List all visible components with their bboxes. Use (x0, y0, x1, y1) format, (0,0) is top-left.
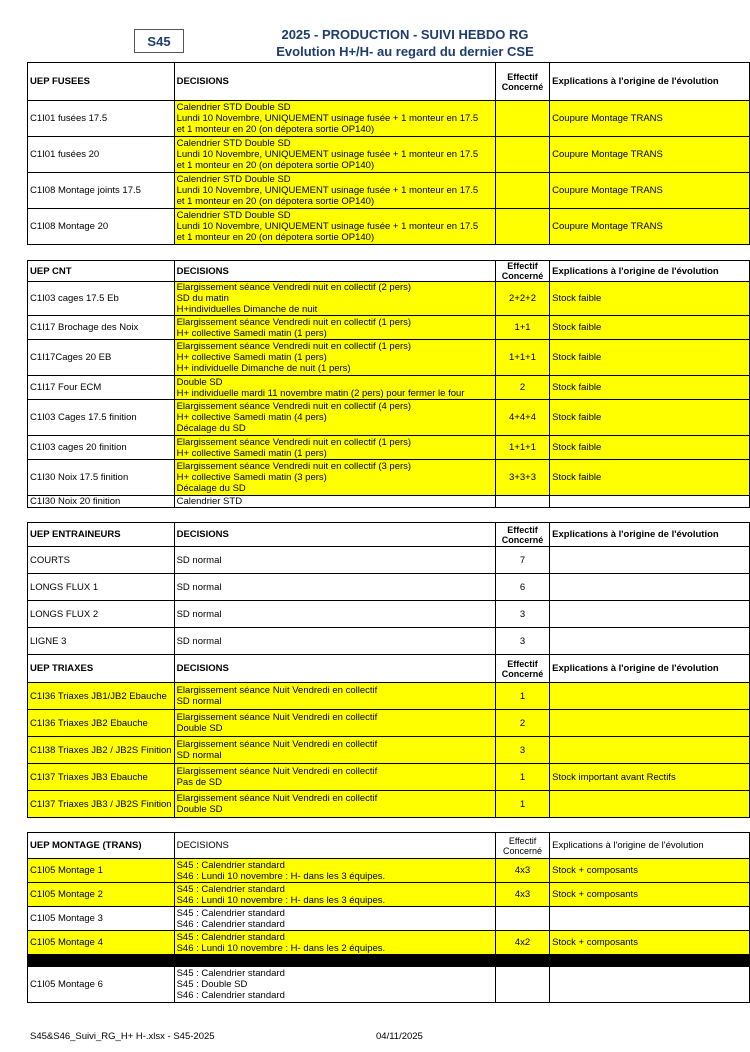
col-explications-header: Explications à l'origine de l'évolution (550, 655, 750, 683)
row-line: C1I01 fusées 20 (28, 137, 175, 173)
row-decisions: Elargissement séance Nuit Vendredi en collectif SD normal (174, 737, 495, 764)
row-effectif (495, 173, 549, 209)
section-title: UEP MONTAGE (TRANS) (28, 833, 175, 859)
section-uep-montage-trans-cont (27, 966, 750, 1003)
row-explication: Stock important avant Rectifs (550, 764, 750, 791)
row-effectif: 7 (495, 547, 549, 574)
row-explication: Stock faible (550, 436, 750, 460)
row-decisions: Elargissement séance Vendredi nuit en collectif (2 pers) SD du matin H+individuelles Dimanche de nuit (174, 282, 495, 316)
row-decisions: Elargissement séance Vendredi nuit en collectif (3 pers) H+ collective Samedi matin (3 pers) Décalage du SD (174, 460, 495, 496)
row-explication (550, 710, 750, 737)
row-explication: Stock faible (550, 316, 750, 340)
row-explication (550, 967, 750, 1003)
row-explication: Stock faible (550, 460, 750, 496)
row-explication (550, 601, 750, 628)
row-effectif: 3 (495, 628, 549, 655)
col-explications-header: Explications à l'origine de l'évolution (550, 63, 750, 101)
row-effectif: 1 (495, 764, 549, 791)
row-decisions: Calendrier STD (174, 496, 495, 508)
row-effectif: 2 (495, 376, 549, 400)
row-explication (550, 907, 750, 931)
row-decisions: S45 : Calendrier standard S46 : Lundi 10 novembre : H- dans les 2 équipes. (174, 931, 495, 955)
row-decisions: S45 : Calendrier standard S46 : Lundi 10 novembre : H- dans les 3 équipes. (174, 883, 495, 907)
row-line: LIGNE 3 (28, 628, 175, 655)
col-effectif-header: Effectif Concerné (495, 523, 549, 547)
row-effectif (495, 101, 549, 137)
row-explication (550, 574, 750, 601)
row-line: LONGS FLUX 1 (28, 574, 175, 601)
row-line: C1I08 Montage joints 17.5 (28, 173, 175, 209)
row-line: C1I03 Cages 17.5 finition (28, 400, 175, 436)
row-line: COURTS (28, 547, 175, 574)
row-explication: Coupure Montage TRANS (550, 209, 750, 245)
row-decisions: Calendrier STD Double SD Lundi 10 Novembre, UNIQUEMENT usinage fusée + 1 monteur en 17.5 et 1 monteur en 20 (on dépotera sortie OP140) (174, 209, 495, 245)
row-decisions: S45 : Calendrier standard S46 : Calendrier standard (174, 907, 495, 931)
row-effectif: 6 (495, 574, 549, 601)
row-decisions: Elargissement séance Nuit Vendredi en collectif Double SD (174, 791, 495, 818)
row-effectif: 1+1 (495, 316, 549, 340)
col-effectif-header: Effectif Concerné (495, 261, 549, 282)
row-line: C1I30 Noix 17.5 finition (28, 460, 175, 496)
row-explication: Stock + composants (550, 931, 750, 955)
row-decisions: SD normal (174, 547, 495, 574)
row-explication: Stock + composants (550, 883, 750, 907)
row-line: C1I37 Triaxes JB3 / JB2S Finition (28, 791, 175, 818)
row-decisions: Elargissement séance Nuit Vendredi en collectif Double SD (174, 710, 495, 737)
row-effectif: 4x2 (495, 931, 549, 955)
row-line: C1I05 Montage 3 (28, 907, 175, 931)
section-uep-cnt (27, 260, 750, 508)
section-title: UEP ENTRAINEURS (28, 523, 175, 547)
row-explication (550, 628, 750, 655)
row-explication (550, 547, 750, 574)
row-explication: Coupure Montage TRANS (550, 101, 750, 137)
col-effectif-header: Effectif Concerné (495, 833, 549, 859)
row-effectif: 1+1+1 (495, 436, 549, 460)
row-effectif (495, 209, 549, 245)
section-uep-triaxes (28, 655, 750, 683)
row-line: C1I03 cages 20 finition (28, 436, 175, 460)
row-decisions: Elargissement séance Vendredi nuit en collectif (1 pers) H+ collective Samedi matin (1 pers) H+ individuelle Dimanche de nuit (1 pers) (174, 340, 495, 376)
row-decisions: Elargissement séance Vendredi nuit en collectif (1 pers) H+ collective Samedi matin (1 pers) (174, 316, 495, 340)
footer-filename: S45&S46_Suivi_RG_H+ H-.xlsx - S45-2025 (30, 1031, 215, 1042)
row-line: C1I05 Montage 1 (28, 859, 175, 883)
section-uep-fusees (27, 62, 750, 245)
row-explication: Coupure Montage TRANS (550, 173, 750, 209)
row-explication: Stock faible (550, 400, 750, 436)
page-subtitle: Evolution H+/H- au regard du dernier CSE (276, 44, 534, 59)
row-effectif: 4x3 (495, 883, 549, 907)
row-decisions: Calendrier STD Double SD Lundi 10 Novembre, UNIQUEMENT usinage fusée + 1 monteur en 17.5 et 1 monteur en 20 (on dépotera sortie OP140) (174, 137, 495, 173)
col-explications-header: Explications à l'origine de l'évolution (550, 523, 750, 547)
row-decisions: S45 : Calendrier standard S46 : Lundi 10 novembre : H- dans les 3 équipes. (174, 859, 495, 883)
page-title: 2025 - PRODUCTION - SUIVI HEBDO RG (281, 27, 529, 42)
row-effectif: 1 (495, 791, 549, 818)
row-effectif: 3+3+3 (495, 460, 549, 496)
section-title: UEP FUSEES (28, 63, 175, 101)
row-explication: Stock + composants (550, 859, 750, 883)
row-decisions: Calendrier STD Double SD Lundi 10 Novembre, UNIQUEMENT usinage fusée + 1 monteur en 17.5 et 1 monteur en 20 (on dépotera sortie OP140) (174, 101, 495, 137)
row-line: C1I36 Triaxes JB2 Ebauche (28, 710, 175, 737)
row-line: C1I05 Montage 6 (28, 967, 175, 1003)
row-line: C1I17 Four ECM (28, 376, 175, 400)
row-effectif (495, 967, 549, 1003)
row-explication (550, 791, 750, 818)
row-line: C1I37 Triaxes JB3 Ebauche (28, 764, 175, 791)
row-effectif: 2+2+2 (495, 282, 549, 316)
row-effectif: 2 (495, 710, 549, 737)
row-line: C1I38 Triaxes JB2 / JB2S Finition (28, 737, 175, 764)
row-line: C1I17Cages 20 EB (28, 340, 175, 376)
row-explication: Stock faible (550, 282, 750, 316)
row-decisions: SD normal (174, 601, 495, 628)
footer-date: 04/11/2025 (376, 1031, 423, 1042)
col-decisions-header: DECISIONS (174, 523, 495, 547)
row-line: C1I05 Montage 4 (28, 931, 175, 955)
row-explication: Stock faible (550, 340, 750, 376)
row-line: C1I17 Brochage des Noix (28, 316, 175, 340)
row-effectif: 3 (495, 737, 549, 764)
row-effectif: 1 (495, 683, 549, 710)
col-decisions-header: DECISIONS (174, 655, 495, 683)
row-effectif: 3 (495, 601, 549, 628)
week-badge: S45 (134, 29, 184, 53)
row-effectif: 1+1+1 (495, 340, 549, 376)
row-effectif (495, 137, 549, 173)
row-line: C1I36 Triaxes JB1/JB2 Ebauche (28, 683, 175, 710)
row-effectif: 4x3 (495, 859, 549, 883)
col-decisions-header: DECISIONS (174, 261, 495, 282)
col-explications-header: Explications à l'origine de l'évolution (550, 261, 750, 282)
section-title: UEP CNT (28, 261, 175, 282)
col-decisions-header: DECISIONS (174, 833, 495, 859)
row-decisions: Elargissement séance Vendredi nuit en collectif (4 pers) H+ collective Samedi matin (4 pers) Décalage du SD (174, 400, 495, 436)
row-explication: Coupure Montage TRANS (550, 137, 750, 173)
row-decisions: Elargissement séance Nuit Vendredi en collectif SD normal (174, 683, 495, 710)
row-explication (550, 683, 750, 710)
row-effectif (495, 496, 549, 508)
row-line: C1I01 fusées 17.5 (28, 101, 175, 137)
row-decisions: Calendrier STD Double SD Lundi 10 Novembre, UNIQUEMENT usinage fusée + 1 monteur en 17.5 et 1 monteur en 20 (on dépotera sortie OP140) (174, 173, 495, 209)
col-decisions-header: DECISIONS (174, 63, 495, 101)
row-line: LONGS FLUX 2 (28, 601, 175, 628)
row-effectif: 4+4+4 (495, 400, 549, 436)
row-decisions: SD normal (174, 628, 495, 655)
col-effectif-header: Effectif Concerné (495, 63, 549, 101)
row-line: C1I03 cages 17.5 Eb (28, 282, 175, 316)
row-explication (550, 737, 750, 764)
row-line: C1I08 Montage 20 (28, 209, 175, 245)
section-uep-montage-trans (27, 832, 750, 955)
row-line: C1I05 Montage 2 (28, 883, 175, 907)
row-decisions: SD normal (174, 574, 495, 601)
row-decisions: Elargissement séance Vendredi nuit en collectif (1 pers) H+ collective Samedi matin (1 pers) (174, 436, 495, 460)
row-explication (550, 496, 750, 508)
section-title: UEP TRIAXES (28, 655, 175, 683)
hidden-row-bar (27, 954, 750, 966)
col-explications-header: Explications à l'origine de l'évolution (550, 833, 750, 859)
row-effectif (495, 907, 549, 931)
row-line: C1I30 Noix 20 finition (28, 496, 175, 508)
section-uep-entraineurs (27, 522, 750, 818)
row-explication: Stock faible (550, 376, 750, 400)
row-decisions: Elargissement séance Nuit Vendredi en collectif Pas de SD (174, 764, 495, 791)
row-decisions: S45 : Calendrier standard S45 : Double SD S46 : Calendrier standard (174, 967, 495, 1003)
col-effectif-header: Effectif Concerné (495, 655, 549, 683)
row-decisions: Double SD H+ individuelle mardi 11 novembre matin (2 pers) pour fermer le four (174, 376, 495, 400)
